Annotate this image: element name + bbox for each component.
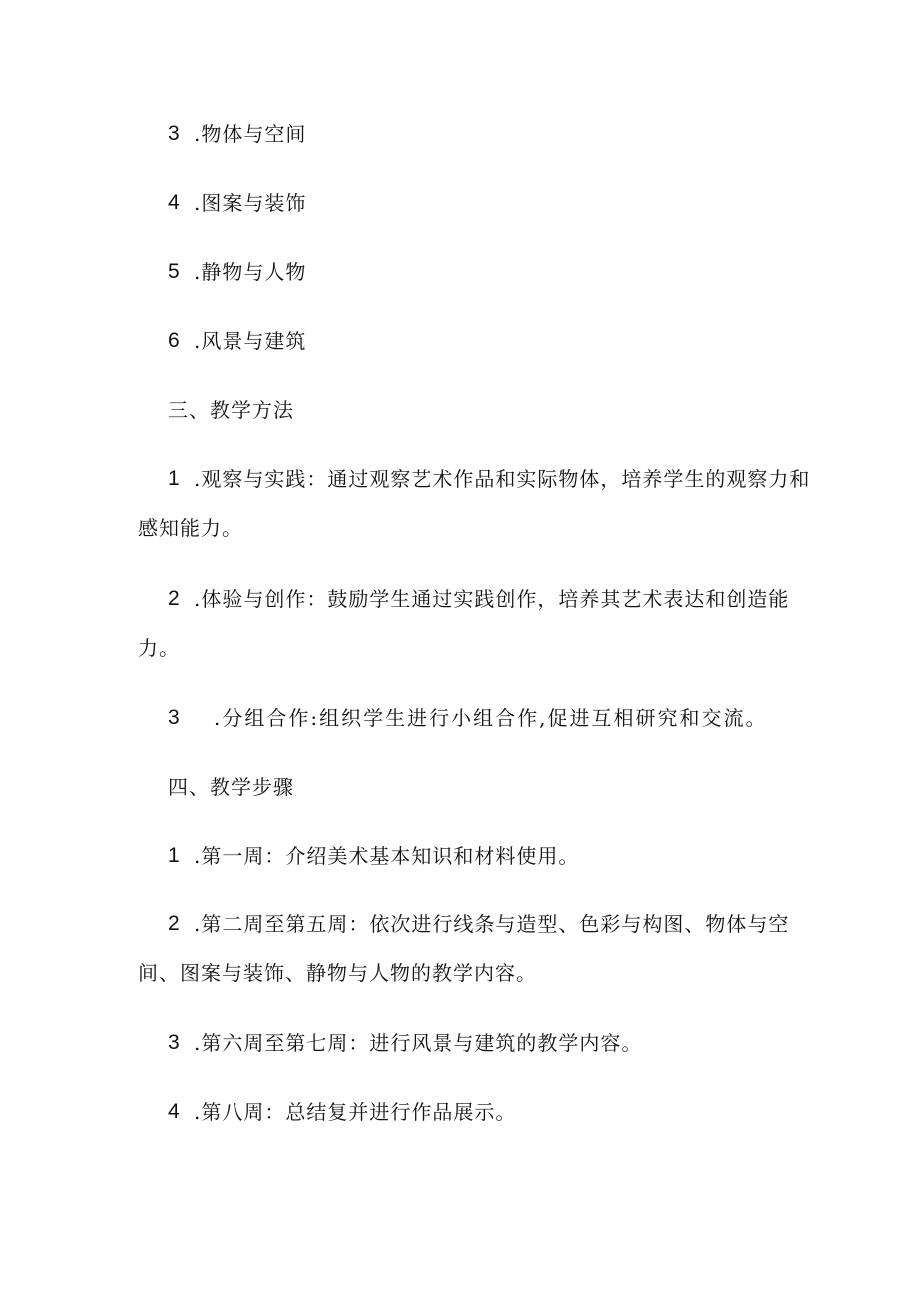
item-text: .第一周：介绍美术基本知识和材料使用。 bbox=[194, 844, 580, 868]
item-number: 3 bbox=[168, 122, 180, 145]
item-text: .第八周：总结复并进行作品展示。 bbox=[194, 1100, 517, 1124]
item-text: .静物与人物 bbox=[194, 260, 307, 284]
item-text-continuation: 感知能力。 bbox=[138, 516, 243, 540]
item-number: 3 bbox=[168, 1031, 180, 1054]
item-number: 4 bbox=[168, 191, 180, 214]
item-text: .物体与空间 bbox=[194, 122, 307, 146]
item-text: .分组合作:组织学生进行小组合作,促进互相研究和交流。 bbox=[214, 706, 768, 730]
section-heading-text: 四、教学步骤 bbox=[168, 775, 294, 799]
item-text: .图案与装饰 bbox=[194, 191, 307, 215]
item-number: 2 bbox=[168, 912, 180, 935]
item-text: .第二周至第五周：依次进行线条与造型、色彩与构图、物体与空 bbox=[194, 912, 790, 936]
item-text-continuation: 间、图案与装饰、静物与人物的教学内容。 bbox=[138, 961, 537, 985]
item-number: 5 bbox=[168, 260, 180, 283]
item-text: .风景与建筑 bbox=[194, 329, 307, 353]
item-number: 6 bbox=[168, 329, 180, 352]
item-number: 2 bbox=[168, 587, 180, 610]
item-text: .观察与实践：通过观察艺术作品和实际物体，培养学生的观察力和 bbox=[194, 467, 811, 491]
item-text-continuation: 力。 bbox=[138, 636, 180, 660]
item-text: .体验与创作：鼓励学生通过实践创作，培养其艺术表达和创造能 bbox=[194, 587, 790, 611]
item-number: 4 bbox=[168, 1100, 180, 1123]
item-number: 1 bbox=[168, 467, 180, 490]
item-number: 1 bbox=[168, 844, 180, 867]
item-text: .第六周至第七周：进行风景与建筑的教学内容。 bbox=[194, 1031, 643, 1055]
section-heading-text: 三、教学方法 bbox=[168, 398, 294, 422]
item-number: 3 bbox=[168, 706, 180, 729]
